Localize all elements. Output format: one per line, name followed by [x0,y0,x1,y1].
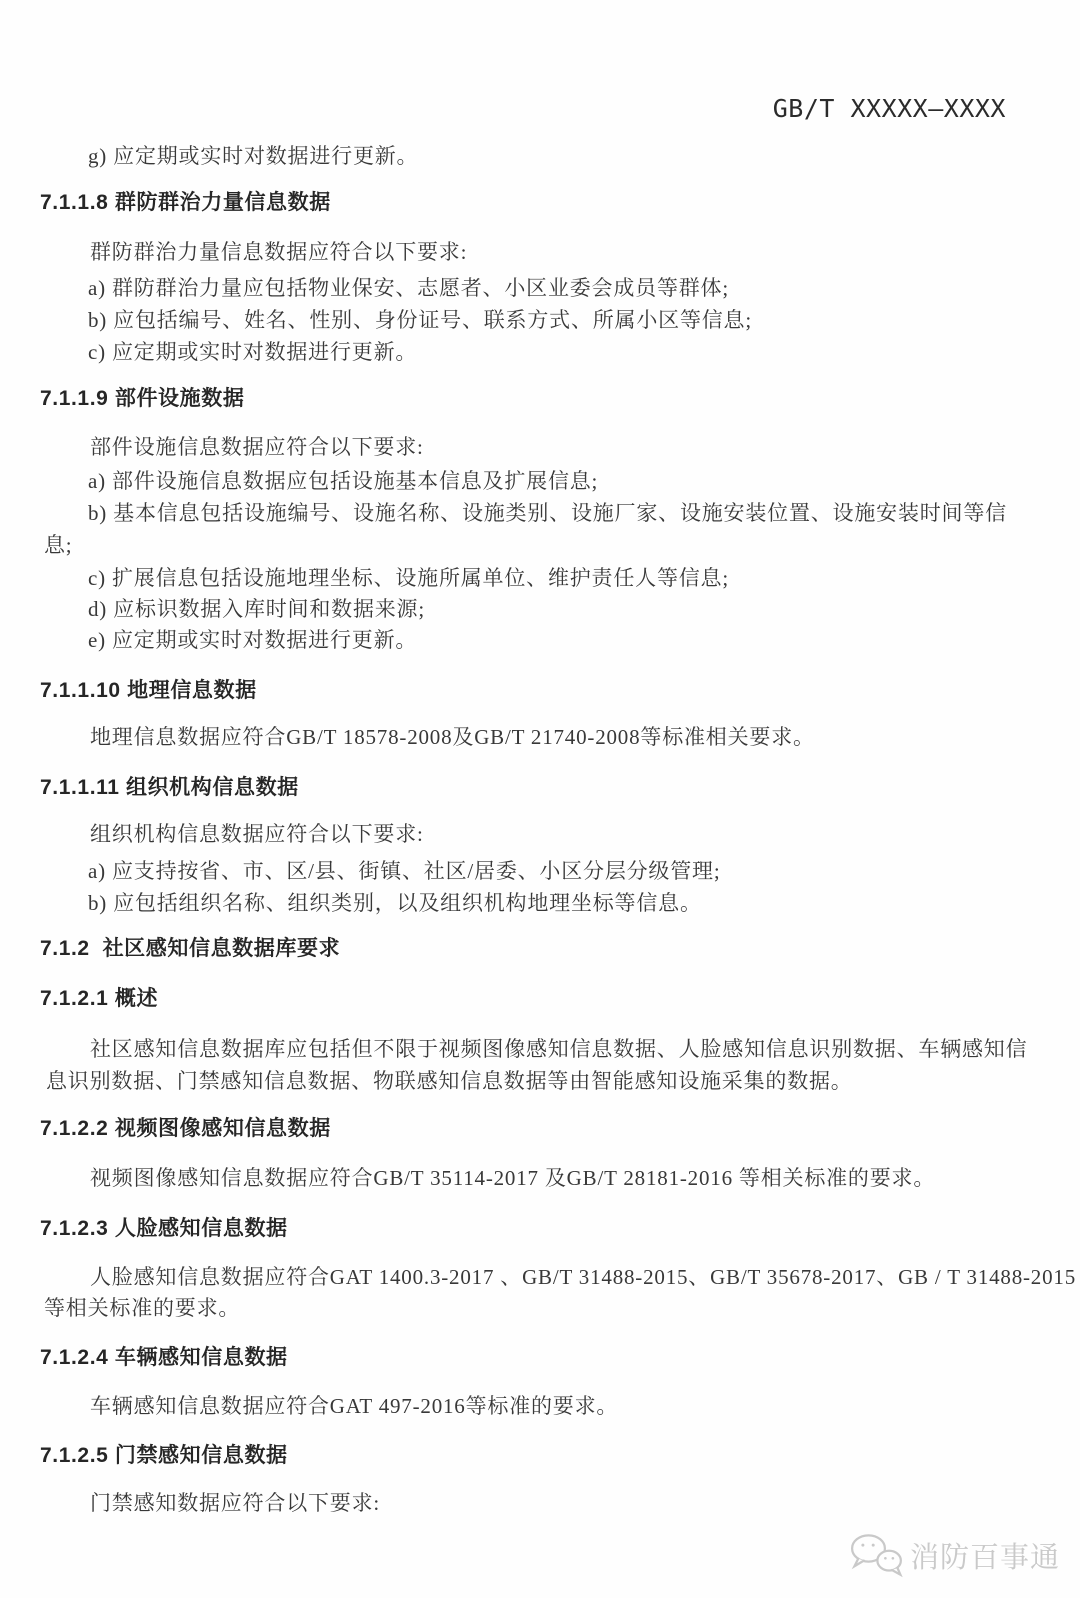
clause-heading-7-1-2: 7.1.2 社区感知信息数据库要求 [40,937,341,960]
list-item: g) 应定期或实时对数据进行更新。 [88,144,419,168]
paragraph-line: 地理信息数据应符合GB/T 18578-2008及GB/T 21740-2008等标准相关要求。 [90,725,815,749]
list-item-continuation: 息; [44,533,73,557]
clause-heading-7-1-2-5: 7.1.2.5 门禁感知信息数据 [40,1444,288,1467]
paragraph-line: 群防群治力量信息数据应符合以下要求: [90,240,468,264]
list-item: b) 应包括编号、姓名、性别、身份证号、联系方式、所属小区等信息; [88,308,752,332]
clause-heading-7-1-1-11: 7.1.1.11 组织机构信息数据 [40,776,299,799]
standard-number: GB/T XXXXX—XXXX [772,94,1006,123]
list-item: e) 应定期或实时对数据进行更新。 [88,628,418,652]
clause-heading-7-1-2-1: 7.1.2.1 概述 [40,987,159,1010]
watermark [846,1530,1060,1580]
list-item: a) 部件设施信息数据应包括设施基本信息及扩展信息; [88,469,599,493]
list-item: a) 应支持按省、市、区/县、街镇、社区/居委、小区分层分级管理; [88,859,721,883]
paragraph-line: 车辆感知信息数据应符合GAT 497-2016等标准的要求。 [90,1394,619,1418]
list-item: d) 应标识数据入库时间和数据来源; [88,597,425,621]
paragraph-line: 社区感知信息数据库应包括但不限于视频图像感知信息数据、人脸感知信息识别数据、车辆感知信 [90,1037,1028,1061]
clause-heading-7-1-2-4: 7.1.2.4 车辆感知信息数据 [40,1346,288,1369]
clause-heading-7-1-1-8: 7.1.1.8 群防群治力量信息数据 [40,191,331,214]
list-item: b) 应包括组织名称、组织类别，以及组织机构地理坐标等信息。 [88,891,702,915]
list-item: c) 扩展信息包括设施地理坐标、设施所属单位、维护责任人等信息; [88,566,729,590]
list-item: b) 基本信息包括设施编号、设施名称、设施类别、设施厂家、设施安装位置、设施安装时间等信 [88,501,1007,525]
paragraph-line: 人脸感知信息数据应符合GAT 1400.3-2017 、GB/T 31488-2015、GB/T 35678-2017、GB / T 31488-2015 [90,1265,1077,1289]
paragraph-line-continuation: 息识别数据、门禁感知信息数据、物联感知信息数据等由智能感知设施采集的数据。 [46,1069,853,1093]
watermark-label: 消防百事通 [910,1541,1061,1574]
paragraph-line: 视频图像感知信息数据应符合GB/T 35114-2017 及GB/T 28181-2016 等相关标准的要求。 [90,1166,936,1190]
paragraph-line-continuation: 等相关标准的要求。 [44,1296,241,1320]
clause-heading-7-1-2-2: 7.1.2.2 视频图像感知信息数据 [40,1117,331,1140]
list-item: c) 应定期或实时对数据进行更新。 [88,340,418,364]
wechat-logo-icon [846,1530,906,1580]
paragraph-line: 组织机构信息数据应符合以下要求: [90,822,424,846]
clause-heading-7-1-1-10: 7.1.1.10 地理信息数据 [40,679,257,702]
clause-heading-7-1-1-9: 7.1.1.9 部件设施数据 [40,387,245,410]
list-item: a) 群防群治力量应包括物业保安、志愿者、小区业委会成员等群体; [88,276,729,300]
clause-heading-7-1-2-3: 7.1.2.3 人脸感知信息数据 [40,1217,288,1240]
paragraph-line: 门禁感知数据应符合以下要求: [90,1491,381,1515]
paragraph-line: 部件设施信息数据应符合以下要求: [90,435,424,459]
